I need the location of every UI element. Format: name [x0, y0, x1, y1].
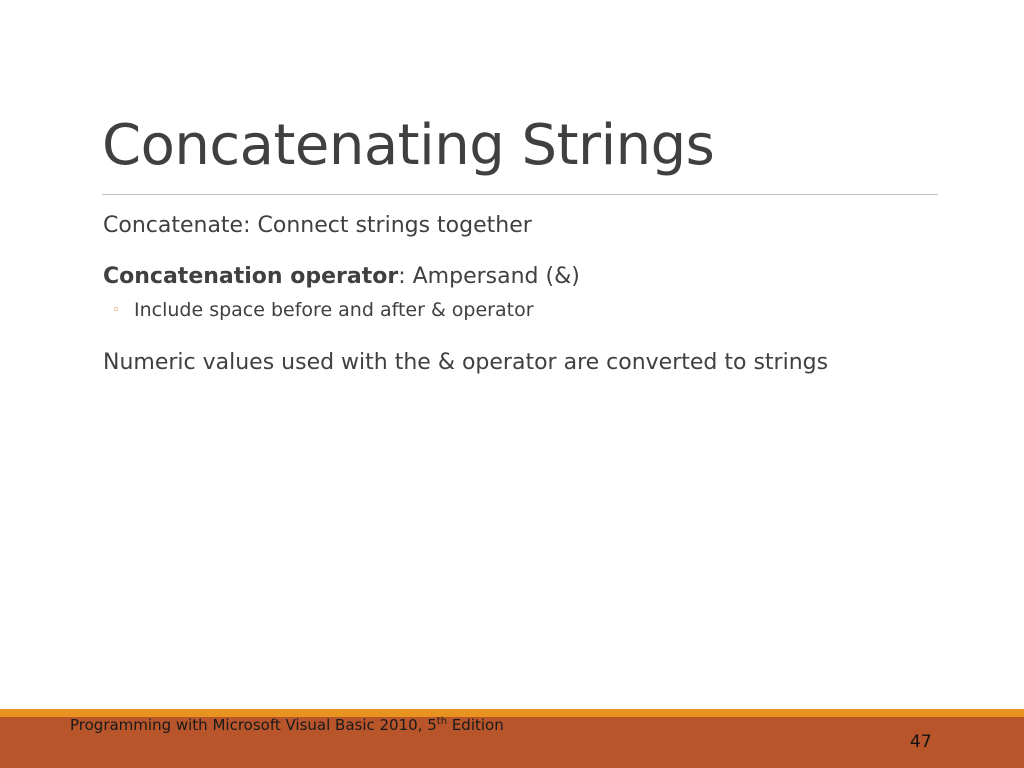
slide-title: Concatenating Strings [102, 113, 715, 178]
bullet-concatenation-operator [103, 266, 580, 288]
footer-title-superscript: th [436, 716, 448, 727]
bullet-concatenate: Concatenate: Connect strings together [103, 213, 532, 238]
page-number: 47 [910, 732, 932, 752]
footer-title-end: Edition [447, 716, 504, 734]
footer-title-main: Programming with Microsoft Visual Basic 2010, 5 [70, 716, 437, 734]
footer-course-title [70, 716, 504, 734]
sub-bullet-include-space [112, 301, 534, 320]
sub-bullet-text: Include space before and after & operator [134, 299, 534, 321]
bullet-definition: : Ampersand (&) [398, 264, 580, 289]
title-divider [102, 194, 938, 195]
bullet-term: Concatenation operator [103, 264, 399, 289]
hollow-circle-bullet-icon: ◦ [112, 303, 120, 318]
bullet-numeric-values: Numeric values used with the & operator are converted to strings [103, 350, 829, 375]
